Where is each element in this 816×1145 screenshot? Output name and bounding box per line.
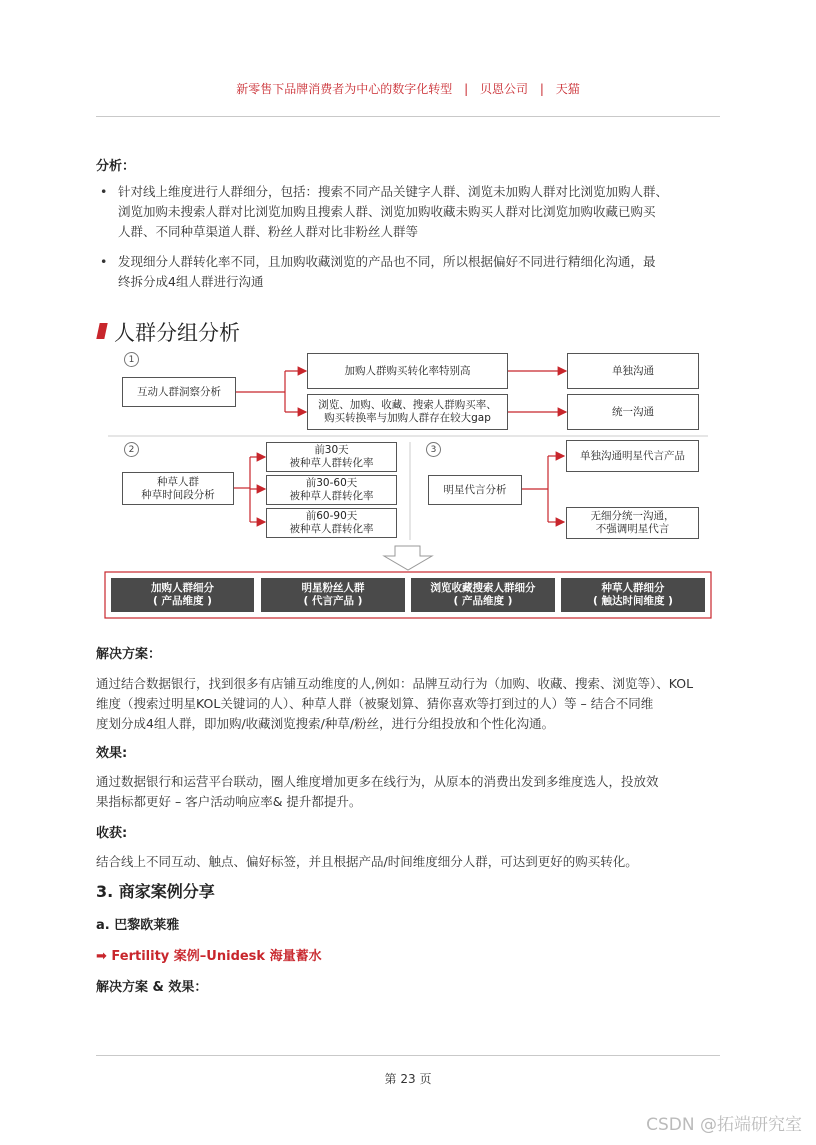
paragraph-line: 通过结合数据银行，找到很多有店铺互动维度的人,例如：品牌互动行为（加购、收藏、搜索、浏览等）、KOL [96, 676, 694, 691]
paragraph-line: 通过数据银行和运营平台联动，圈人维度增加更多在线行为，从原本的消费出发到多维度选人，投放效 [96, 774, 659, 789]
gain-paragraph [96, 852, 726, 872]
group-3-action-bottom: 无细分统一沟通， 不强调明星代言 [566, 507, 699, 539]
bullet-dot: • [100, 254, 108, 269]
bullet-line: 针对线上维度进行人群细分，包括：搜索不同产品关键字人群、浏览未加购人群对比浏览加购人群、 [118, 184, 669, 199]
segment-box-2: 明星粉丝人群 ( 代言产品 ) [261, 578, 405, 612]
bullet-line: 发现细分人群转化率不同，且加购收藏浏览的产品也不同，所以根据偏好不同进行精细化沟通，最 [118, 254, 656, 269]
watermark: CSDN @拓端研究室 [646, 1115, 802, 1135]
footer-divider [96, 1055, 720, 1056]
group-1-finding-top: 加购人群购买转化率特别高 [307, 353, 508, 389]
diagram-title: 人群分组分析 [114, 321, 240, 345]
group-2-item-3: 前60-90天 被种草人群转化率 [266, 508, 397, 538]
group-1-action-bottom: 统一沟通 [567, 394, 699, 430]
group-3-number: 3 [426, 442, 441, 457]
group-3-source-box: 明星代言分析 [428, 475, 522, 505]
solution-paragraph [96, 674, 726, 734]
cases-subtitle: a. 巴黎欧莱雅 [96, 918, 180, 933]
header-partner: 天猫 [555, 82, 580, 96]
group-1-finding-bottom: 浏览、加购、收藏、搜索人群购买率、 购买转换率与加购人群存在较大gap [307, 394, 508, 430]
segment-box-1: 加购人群细分 ( 产品维度 ) [111, 578, 254, 612]
effect-heading: 效果: [96, 746, 128, 761]
group-1-action-top: 单独沟通 [567, 353, 699, 389]
page-number: 第 23 页 [384, 1072, 432, 1086]
header-separator-2: | [539, 82, 544, 96]
case-link[interactable]: ➡ Fertility 案例–Unidesk 海量蓄水 [96, 949, 322, 964]
group-2-item-1: 前30天 被种草人群转化率 [266, 442, 397, 472]
group-1-source-box: 互动人群洞察分析 [122, 377, 236, 407]
header-company: 贝恩公司 [479, 82, 528, 96]
effect-paragraph [96, 772, 726, 812]
group-2-source-box: 种草人群 种草时间段分析 [122, 472, 234, 505]
header-separator-1: | [464, 82, 469, 96]
cases-solution-heading: 解决方案 & 效果： [96, 980, 208, 995]
paragraph-line: 结合线上不同互动、触点、偏好标签，并且根据产品/时间维度细分人群，可达到更好的购买转化。 [96, 854, 638, 869]
paragraph-line: 果指标都更好 – 客户活动响应率& 提升都提升。 [96, 794, 362, 809]
gain-heading: 收获: [96, 826, 128, 841]
group-2-number: 2 [124, 442, 139, 457]
paragraph-line: 度划分成4组人群，即加购/收藏浏览搜索/种草/粉丝，进行分组投放和个性化沟通。 [96, 716, 555, 731]
bullet-dot: • [100, 184, 108, 199]
bullet-line: 人群、不同种草渠道人群、粉丝人群对比非粉丝人群等 [118, 224, 419, 239]
bullet-line: 浏览加购未搜索人群对比浏览加购且搜索人群、浏览加购收藏未购买人群对比浏览加购收藏已购买 [118, 204, 656, 219]
analysis-heading: 分析： [96, 159, 136, 174]
paragraph-line: 维度（搜索过明星KOL关键词的人）、种草人群（被聚划算、猜你喜欢等打到过的人）等 – 结合不同维 [96, 696, 654, 711]
bullet-line: 终拆分成4组人群进行沟通 [118, 274, 264, 289]
cases-title: 3. 商家案例分享 [96, 882, 215, 901]
segment-box-4: 种草人群细分 ( 触达时间维度 ) [561, 578, 705, 612]
segment-box-3: 浏览收藏搜索人群细分 ( 产品维度 ) [411, 578, 555, 612]
group-2-item-2: 前30-60天 被种草人群转化率 [266, 475, 397, 505]
group-3-action-top: 单独沟通明星代言产品 [566, 440, 699, 472]
header-title: 新零售下品牌消费者为中心的数字化转型 [236, 82, 453, 96]
solution-heading: 解决方案： [96, 647, 162, 662]
group-1-number: 1 [124, 352, 139, 367]
